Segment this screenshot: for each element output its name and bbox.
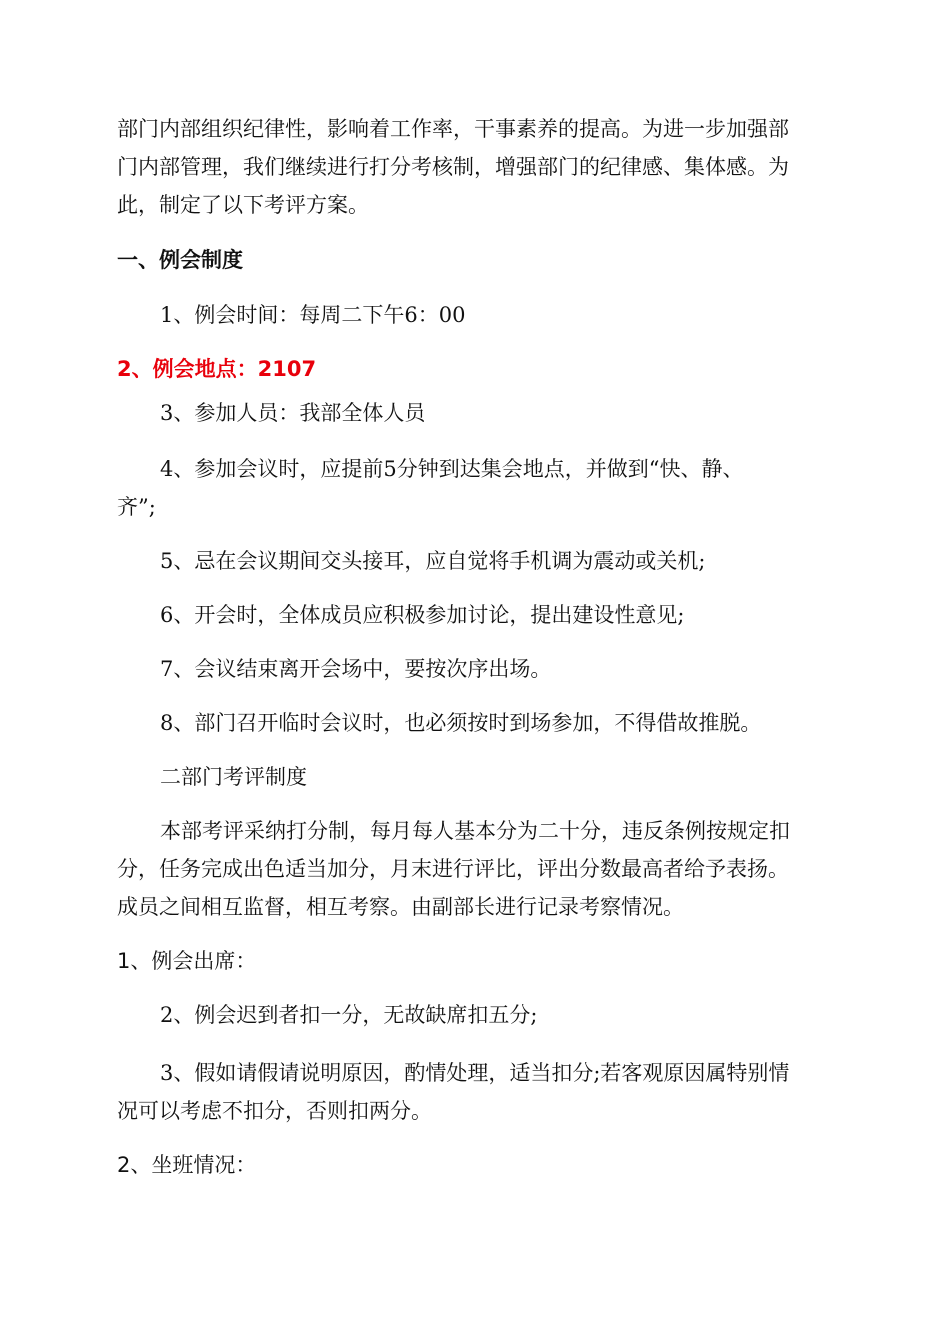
meeting-item-attendees: 3、参加人员：我部全体人员 — [160, 401, 426, 425]
meeting-item-arrival-line-1: 4、参加会议时，应提前5分钟到达集会地点，并做到“快、静、 — [160, 457, 744, 481]
evaluation-item-leave-line-2: 况可以考虑不扣分，否则扣两分。 — [117, 1099, 432, 1123]
section-heading-meeting: 一、例会制度 — [117, 248, 243, 272]
evaluation-sub-office-hours: 2、坐班情况： — [117, 1153, 257, 1177]
intro-line-1: 部门内部组织纪律性，影响着工作率，干事素养的提高。为进一步加强部 — [117, 117, 789, 141]
evaluation-para-line-3: 成员之间相互监督，相互考察。由副部长进行记录考察情况。 — [117, 895, 684, 919]
evaluation-sub-attendance: 1、例会出席： — [117, 949, 257, 973]
evaluation-para-line-2: 分，任务完成出色适当加分，月末进行评比，评出分数最高者给予表扬。 — [117, 857, 789, 881]
meeting-item-arrival-line-2: 齐”; — [117, 495, 156, 519]
meeting-item-exit: 7、会议结束离开会场中，要按次序出场。 — [160, 657, 552, 681]
intro-line-3: 此，制定了以下考评方案。 — [117, 193, 369, 217]
evaluation-item-leave-line-1: 3、假如请假请说明原因，酌情处理，适当扣分;若客观原因属特别情 — [160, 1061, 790, 1085]
meeting-item-phones: 5、忌在会议期间交头接耳，应自觉将手机调为震动或关机; — [160, 549, 706, 573]
intro-line-2: 门内部管理，我们继续进行打分考核制，增强部门的纪律感、集体感。为 — [117, 155, 789, 179]
section-heading-evaluation: 二部门考评制度 — [160, 765, 307, 789]
meeting-item-discussion: 6、开会时，全体成员应积极参加讨论，提出建设性意见; — [160, 603, 685, 627]
meeting-item-location: 2、例会地点：2107 — [117, 357, 317, 381]
meeting-item-time: 1、例会时间：每周二下午6：00 — [160, 303, 466, 327]
evaluation-item-late: 2、例会迟到者扣一分，无故缺席扣五分; — [160, 1003, 538, 1027]
meeting-item-temporary: 8、部门召开临时会议时，也必须按时到场参加，不得借故推脱。 — [160, 711, 762, 735]
evaluation-para-line-1: 本部考评采纳打分制，每月每人基本分为二十分，违反条例按规定扣 — [160, 819, 790, 843]
